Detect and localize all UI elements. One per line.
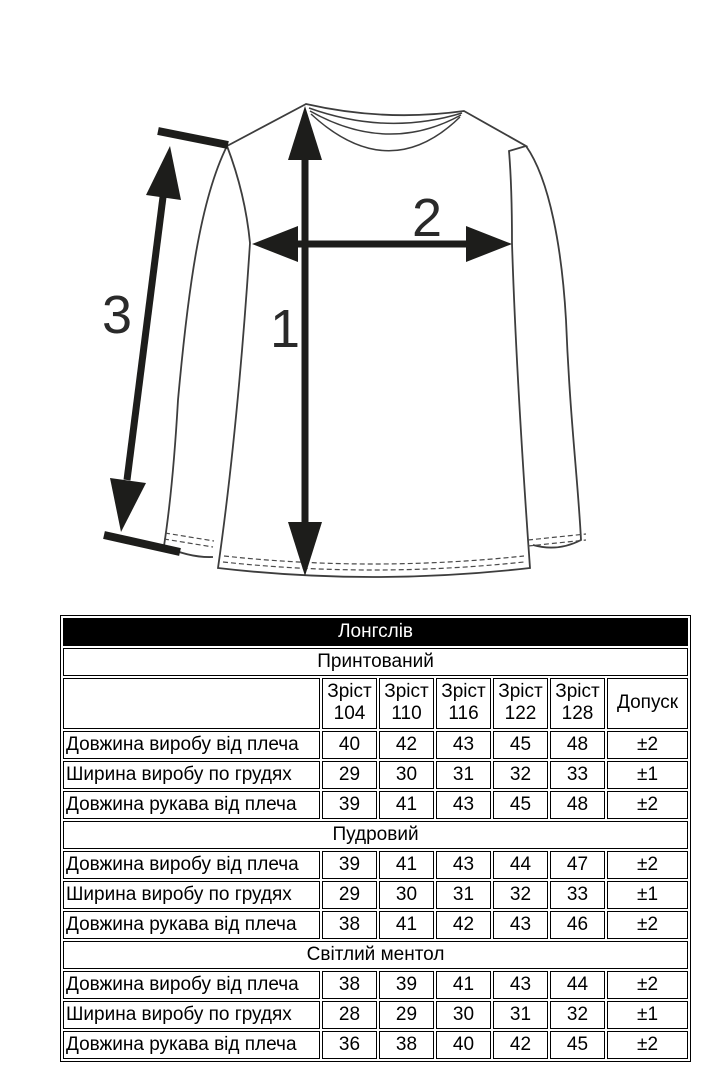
measurement-row (63, 761, 688, 789)
measure-value: 31 (436, 881, 491, 909)
measure-value: 33 (550, 881, 605, 909)
measure-value: 43 (436, 731, 491, 759)
measure-value: 39 (322, 791, 377, 819)
measure-value: ±2 (607, 791, 688, 819)
measure-value: 33 (550, 761, 605, 789)
arrow-shaft (127, 197, 163, 480)
measure-label: Довжина виробу від плеча (63, 851, 320, 879)
measure-value: ±2 (607, 971, 688, 999)
measure-value: 43 (493, 971, 548, 999)
measurement-row (63, 851, 688, 879)
measurement-row (63, 1031, 688, 1059)
column-header: Зріст 128 (550, 678, 605, 729)
measure-value: 28 (322, 1001, 377, 1029)
arrow-shaft (294, 241, 470, 248)
measurement-row (63, 731, 688, 759)
measure-value: 32 (493, 881, 548, 909)
section-title-row (63, 821, 688, 849)
measure-value: 39 (322, 851, 377, 879)
measure-value: ±2 (607, 731, 688, 759)
measure-value: 44 (493, 851, 548, 879)
measure-label: Ширина виробу по грудях (63, 1001, 320, 1029)
measure-value: ±2 (607, 911, 688, 939)
measure-value: 45 (493, 791, 548, 819)
measure-value: 40 (436, 1031, 491, 1059)
measure-value: 36 (322, 1031, 377, 1059)
measure-value: 29 (322, 761, 377, 789)
extension-line-top (158, 131, 228, 145)
label-chest-width: 2 (411, 188, 443, 248)
measurement-row (63, 791, 688, 819)
size-table (60, 615, 691, 1062)
section-title-row (63, 941, 688, 969)
measure-value: 40 (322, 731, 377, 759)
measure-value: 29 (322, 881, 377, 909)
measure-value: 48 (550, 731, 605, 759)
measure-value: 38 (379, 1031, 434, 1059)
label-body-length: 1 (269, 299, 300, 359)
column-header: Допуск (607, 678, 688, 729)
section-title: Пудровий (63, 821, 688, 849)
measure-value: 42 (493, 1031, 548, 1059)
measure-value: 46 (550, 911, 605, 939)
measure-value: 32 (550, 1001, 605, 1029)
measure-value: 38 (322, 971, 377, 999)
arrow-head-down (110, 478, 146, 532)
measure-value: 41 (379, 791, 434, 819)
column-header: Зріст 116 (436, 678, 491, 729)
measurement-row (63, 1001, 688, 1029)
measure-value: 41 (436, 971, 491, 999)
measure-value: 44 (550, 971, 605, 999)
measure-label: Довжина рукава від плеча (63, 911, 320, 939)
measure-value: 43 (436, 851, 491, 879)
corner-cell (63, 678, 320, 729)
measure-value: 31 (436, 761, 491, 789)
measure-value: ±1 (607, 761, 688, 789)
size-table-body (63, 618, 688, 1059)
measure-label: Ширина виробу по грудях (63, 761, 320, 789)
column-header: Зріст 104 (322, 678, 377, 729)
shirt-body-outline (218, 104, 530, 577)
column-header: Зріст 122 (493, 678, 548, 729)
measurement-row (63, 911, 688, 939)
measure-value: 42 (379, 731, 434, 759)
measure-value: 45 (550, 1031, 605, 1059)
arrow-head-up (146, 146, 181, 200)
measure-value: 38 (322, 911, 377, 939)
measure-value: 41 (379, 911, 434, 939)
section-title: Світлий ментол (63, 941, 688, 969)
measurement-row (63, 881, 688, 909)
column-header: Зріст 110 (379, 678, 434, 729)
measure-label: Довжина виробу від плеча (63, 971, 320, 999)
measure-value: ±2 (607, 851, 688, 879)
section-title: Принтований (63, 648, 688, 676)
measure-value: 29 (379, 1001, 434, 1029)
measure-value: 45 (493, 731, 548, 759)
measure-label: Довжина рукава від плеча (63, 1031, 320, 1059)
measure-value: ±1 (607, 881, 688, 909)
measure-value: 39 (379, 971, 434, 999)
column-header-row (63, 678, 688, 729)
measurement-row (63, 971, 688, 999)
measure-value: 30 (379, 761, 434, 789)
measure-value: ±1 (607, 1001, 688, 1029)
label-sleeve-length: 3 (101, 285, 133, 345)
measure-value: 41 (379, 851, 434, 879)
measure-label: Довжина виробу від плеча (63, 731, 320, 759)
measure-label: Ширина виробу по грудях (63, 881, 320, 909)
table-title: Лонгслів (63, 618, 688, 646)
table-title-row (63, 618, 688, 646)
measure-value: 48 (550, 791, 605, 819)
measure-value: 32 (493, 761, 548, 789)
measure-label: Довжина рукава від плеча (63, 791, 320, 819)
section-title-row (63, 648, 688, 676)
measure-value: 30 (379, 881, 434, 909)
measure-value: 43 (493, 911, 548, 939)
measure-value: 47 (550, 851, 605, 879)
measure-value: ±2 (607, 1031, 688, 1059)
measure-value: 30 (436, 1001, 491, 1029)
arrow-shaft (302, 152, 309, 528)
measure-value: 42 (436, 911, 491, 939)
measure-value: 31 (493, 1001, 548, 1029)
measure-value: 43 (436, 791, 491, 819)
